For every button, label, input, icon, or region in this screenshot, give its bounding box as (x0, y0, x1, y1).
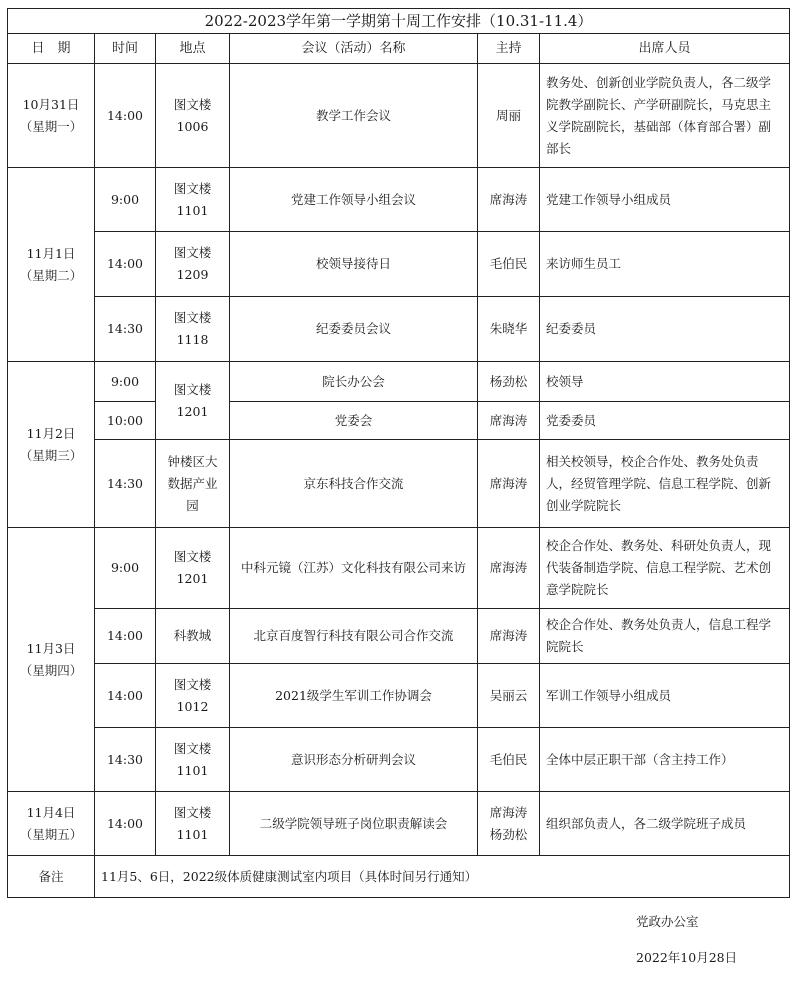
place-cell: 科教城 (156, 609, 230, 664)
attendees-cell: 党建工作领导小组成员 (540, 168, 790, 232)
time-cell: 14:00 (95, 664, 156, 728)
host-cell: 杨劲松 (478, 362, 540, 402)
place-cell: 钟楼区大数据产业园 (156, 440, 230, 528)
meeting-cell: 中科元镜（江苏）文化科技有限公司来访 (230, 528, 478, 609)
place-cell: 图文楼 1006 (156, 64, 230, 168)
date-cell (8, 792, 95, 856)
place-cell: 图文楼 1101 (156, 168, 230, 232)
issuing-office: 党政办公室 (636, 914, 699, 929)
meeting-cell: 2021级学生军训工作协调会 (230, 664, 478, 728)
date-label: 11月1日 (26, 245, 76, 261)
table-row (8, 792, 790, 856)
header-date: 日 期 (8, 34, 95, 64)
attendees-cell: 相关校领导，校企合作处、教务处负责人，经贸管理学院、信息工程学院、创新创业学院院长 (540, 440, 790, 528)
host-cell: 席海涛 (478, 402, 540, 440)
table-row (8, 528, 790, 609)
place-cell: 图文楼 1101 (156, 728, 230, 792)
meeting-cell: 党建工作领导小组会议 (230, 168, 478, 232)
host-cell: 席海涛 (478, 528, 540, 609)
date-cell (8, 64, 95, 168)
date-cell (8, 168, 95, 362)
meeting-cell: 京东科技合作交流 (230, 440, 478, 528)
attendees-cell: 校企合作处、教务处负责人，信息工程学院院长 (540, 609, 790, 664)
table-row (8, 168, 790, 232)
meeting-cell: 二级学院领导班子岗位职责解读会 (230, 792, 478, 856)
time-cell: 14:00 (95, 609, 156, 664)
header-meeting: 会议（活动）名称 (230, 34, 478, 64)
table-row (8, 728, 790, 792)
time-cell: 14:00 (95, 792, 156, 856)
attendees-cell: 教务处、创新创业学院负责人，各二级学院教学副院长、产学研副院长，马克思主义学院副院长，基础部（体育部合署）副部长 (540, 64, 790, 168)
weekday-label: （星期四） (19, 662, 83, 678)
host-cell: 毛伯民 (478, 232, 540, 297)
time-cell: 10:00 (95, 402, 156, 440)
table-row (8, 440, 790, 528)
note-row (8, 856, 790, 898)
note-label: 备注 (8, 856, 95, 898)
header-host: 主持 (478, 34, 540, 64)
time-cell: 14:00 (95, 232, 156, 297)
date-label: 11月2日 (26, 425, 76, 441)
time-cell: 9:00 (95, 362, 156, 402)
host-cell: 席海涛 (478, 609, 540, 664)
meeting-cell: 北京百度智行科技有限公司合作交流 (230, 609, 478, 664)
place-cell: 图文楼 1012 (156, 664, 230, 728)
table-row (8, 664, 790, 728)
host-cell: 席海涛 (478, 168, 540, 232)
date-cell (8, 362, 95, 528)
date-label: 11月4日 (26, 804, 76, 820)
table-row (8, 402, 790, 440)
meeting-cell: 校领导接待日 (230, 232, 478, 297)
place-cell: 图文楼 1118 (156, 297, 230, 362)
time-cell: 14:30 (95, 297, 156, 362)
attendees-cell: 党委委员 (540, 402, 790, 440)
schedule-table (7, 8, 790, 898)
page-title: 2022-2023学年第一学期第十周工作安排（10.31-11.4） (8, 9, 790, 34)
time-cell: 14:30 (95, 440, 156, 528)
time-cell: 14:00 (95, 64, 156, 168)
place-cell: 图文楼 1209 (156, 232, 230, 297)
attendees-cell: 纪委委员 (540, 297, 790, 362)
place-cell: 图文楼 1201 (156, 528, 230, 609)
table-row (8, 609, 790, 664)
meeting-cell: 院长办公会 (230, 362, 478, 402)
attendees-cell: 组织部负责人，各二级学院班子成员 (540, 792, 790, 856)
attendees-cell: 校领导 (540, 362, 790, 402)
host-cell: 吴丽云 (478, 664, 540, 728)
host-cell: 席海涛 杨劲松 (478, 792, 540, 856)
weekday-label: （星期三） (19, 447, 83, 463)
place-cell: 图文楼 1101 (156, 792, 230, 856)
table-row (8, 297, 790, 362)
date-label: 11月3日 (26, 640, 76, 656)
attendees-cell: 军训工作领导小组成员 (540, 664, 790, 728)
schedule-sheet (7, 8, 789, 898)
host-cell: 周丽 (478, 64, 540, 168)
header-row (8, 34, 790, 64)
host-cell: 席海涛 (478, 440, 540, 528)
weekday-label: （星期一） (19, 118, 83, 134)
meeting-cell: 党委会 (230, 402, 478, 440)
attendees-cell: 来访师生员工 (540, 232, 790, 297)
table-row (8, 232, 790, 297)
date-cell (8, 528, 95, 792)
time-cell: 9:00 (95, 168, 156, 232)
place-cell: 图文楼 1201 (156, 362, 230, 440)
meeting-cell: 意识形态分析研判会议 (230, 728, 478, 792)
time-cell: 9:00 (95, 528, 156, 609)
meeting-cell: 纪委委员会议 (230, 297, 478, 362)
host-cell: 朱晓华 (478, 297, 540, 362)
table-row (8, 362, 790, 402)
date-label: 10月31日 (22, 96, 80, 112)
weekday-label: （星期二） (19, 267, 83, 283)
time-cell: 14:30 (95, 728, 156, 792)
header-time: 时间 (95, 34, 156, 64)
weekday-label: （星期五） (19, 826, 83, 842)
header-place: 地点 (156, 34, 230, 64)
host-cell: 毛伯民 (478, 728, 540, 792)
issue-date: 2022年10月28日 (636, 950, 738, 965)
note-text: 11月5、6日，2022级体质健康测试室内项目（具体时间另行通知） (95, 856, 790, 898)
table-row (8, 64, 790, 168)
attendees-cell: 全体中层正职干部（含主持工作） (540, 728, 790, 792)
header-attendees: 出席人员 (540, 34, 790, 64)
attendees-cell: 校企合作处、教务处、科研处负责人，现代装备制造学院、信息工程学院、艺术创意学院院长 (540, 528, 790, 609)
meeting-cell: 教学工作会议 (230, 64, 478, 168)
